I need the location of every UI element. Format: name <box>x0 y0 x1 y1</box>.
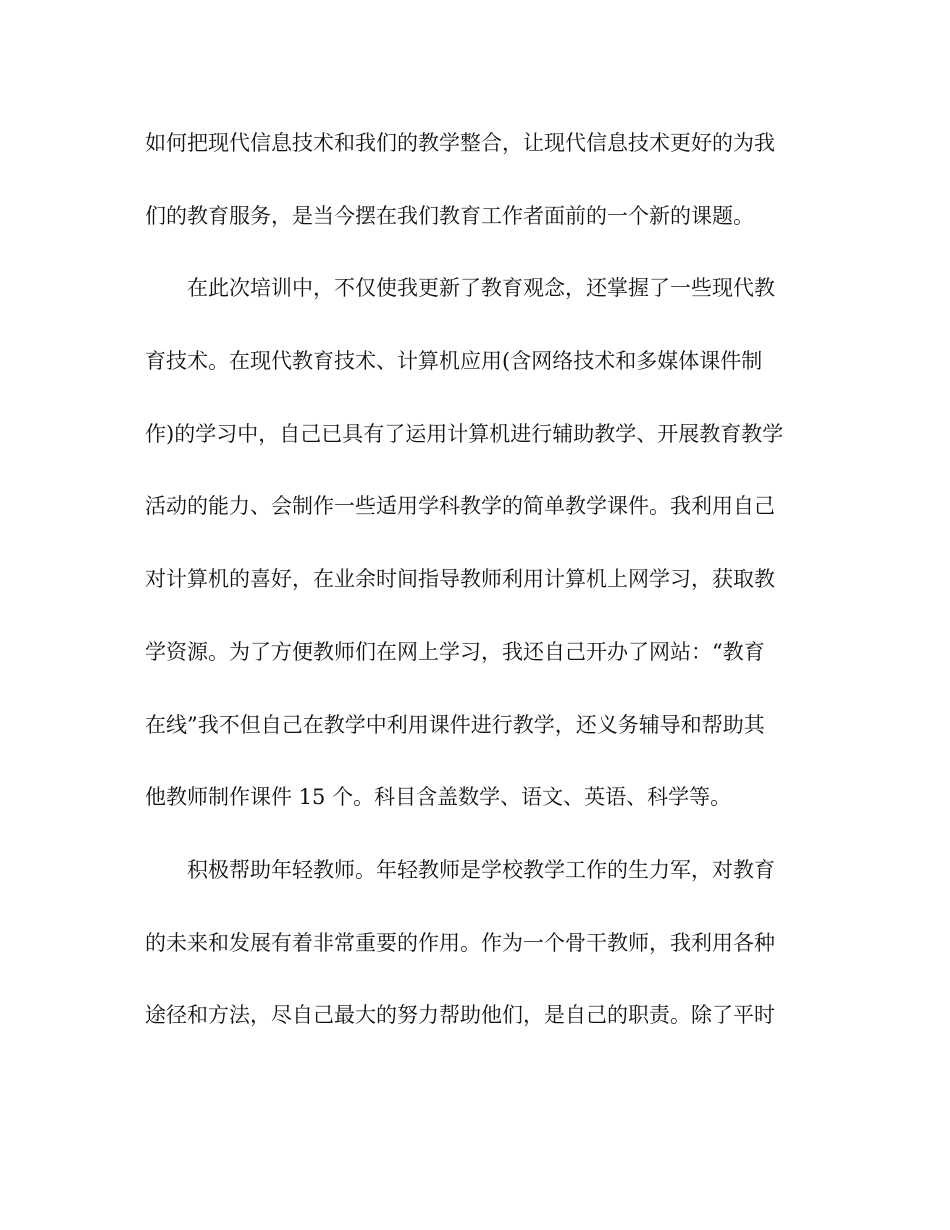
text-line: 在线”我不但自己在教学中利用课件进行教学，还义务辅导和帮助其 <box>145 712 765 737</box>
text-line: 学资源。为了方便教师们在网上学习，我还自己开办了网站：“教育 <box>145 639 765 664</box>
text-line: 积极帮助年轻教师。年轻教师是学校教学工作的生力军，对教育 <box>187 857 775 882</box>
text-line: 的未来和发展有着非常重要的作用。作为一个骨干教师，我利用各种 <box>145 930 775 955</box>
paragraph-2 <box>145 271 815 853</box>
text-line: 们的教育服务，是当今摆在我们教育工作者面前的一个新的课题。 <box>145 203 754 228</box>
text-line: 育技术。在现代教育技术、计算机应用(含网络技术和多媒体课件制 <box>145 349 763 374</box>
paragraph-3 <box>145 853 815 1071</box>
text-line: 活动的能力、会制作一些适用学科教学的简单教学课件。我利用自己 <box>145 494 775 519</box>
paragraph-1 <box>145 126 815 271</box>
text-line: 途径和方法，尽自己最大的努力帮助他们，是自己的职责。除了平时 <box>145 1003 775 1028</box>
text-line: 对计算机的喜好，在业余时间指导教师利用计算机上网学习，获取教 <box>145 567 775 592</box>
text-line: 他教师制作课件 15 个。科目含盖数学、语文、英语、科学等。 <box>145 785 732 810</box>
text-line: 在此次培训中，不仅使我更新了教育观念，还掌握了一些现代教 <box>187 276 775 301</box>
text-line: 作)的学习中，自己已具有了运用计算机进行辅助教学、开展教育教学 <box>145 421 784 446</box>
document-body <box>145 126 815 1071</box>
text-line: 如何把现代信息技术和我们的教学整合，让现代信息技术更好的为我 <box>145 131 775 155</box>
